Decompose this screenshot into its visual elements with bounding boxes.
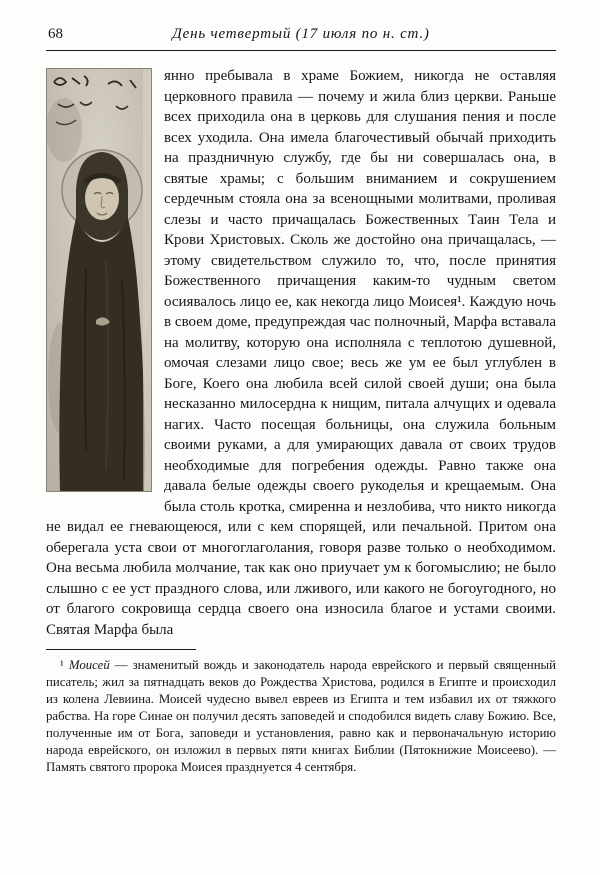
page-number: 68	[48, 26, 63, 42]
footnote-marker: ¹	[60, 658, 69, 672]
footnote-separator	[46, 649, 196, 650]
body-paragraph: янно пребывала в храме Божием, никогда не оставляя церковного правила — почему и жила близ церкви. Раньше всех приходила она в церковь для слушания пения и после всех уходила. Она имела благочестивый обычай приходить на праздничную службу, где бы ни совершалась она, в святые храмы; с большим вниманием и сокрушением сердечным стояла она за всенощными молитвами, проливая слезы и часто причащалась Божественных Таин Тела и Крови Христовых. Сколь же достойно она причащалась, — этому свидетельством служило то, что, после принятия Божественного причащения каким-то чудным светом осиявалось лицо ее, как некогда лицо Моисея¹. Каждую ночь в своем доме, предупреждая час полночный, Марфа вставала на молитву, которую она исполняла с теплотою душевной, омочая слезами лицо свое; весь же ум ее был углублен в Боге, Коего она любила всей силой своей души; она была несказанно милосердна к нищим, питала алчущих и одевала нагих. Часто посещая больницы, она служила больным своими руками, а для умирающих давала от своих трудов необходимые для погребения одежды. Равно также она давала белые одежды своего рукоделья и крещаемым. Она была столь кротка, смиренна и незлобива, что никто никогда не видал ее гневающеюся, или с кем спорящей, или печальной. Притом она оберегала уста свои от многоглаголания, говоря разве только о необходимом. Она весьма любила молчание, так как оно приучает ум к богомыслию; не было слышно с ее уст праздного слова, или лживого, или какого не богоугодного, но от благого сокровища сердца своего она износила благое и устами своими. Святая Марфа была	[46, 68, 556, 638]
footnote	[46, 649, 556, 776]
footnote-text: — знаменитый вождь и законодатель народа еврейского и первый священный писатель; жил за пятнадцать веков до Рождества Христова, родился в Египте и происходил из колена Левиина. Моисей чудесно вывел евреев из Египта и тем избавил их от тяжкого рабства. На горе Синае он получил десять заповедей и сподобился видеть славу Божию. Все, полученные им от Бога, заповеди и установления, равно как и первоначальную историю народа еврейского, он изложил в первых пяти книгах Библии (Пятокнижие Моисеево). — Память святого пророка Моисея празднуется 4 сентября.	[46, 658, 556, 774]
footnote-paragraph	[46, 657, 556, 776]
saint-icon-image	[46, 68, 152, 492]
footnote-term: Моисей	[68, 658, 110, 672]
icon-graphic	[46, 68, 152, 492]
page-header	[46, 26, 556, 51]
running-title: День четвертый (17 июля по н. ст.)	[172, 26, 430, 42]
page-body	[46, 51, 556, 776]
